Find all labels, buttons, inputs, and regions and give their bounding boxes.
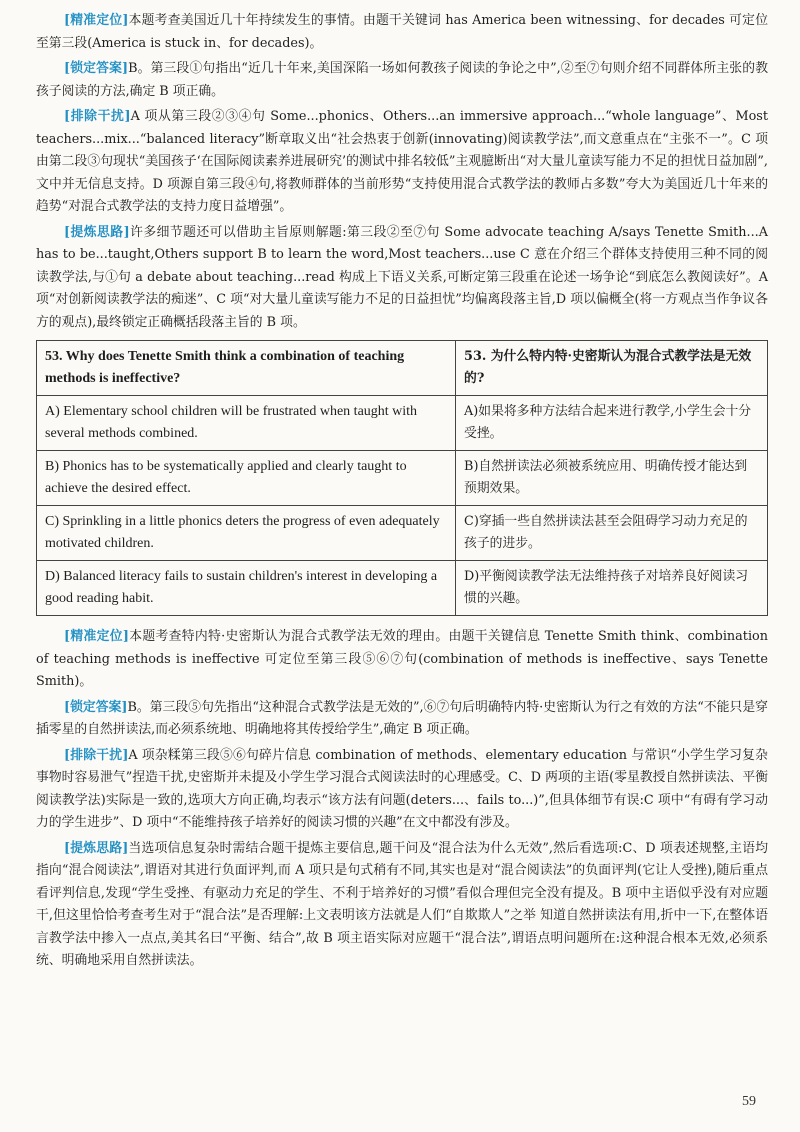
q53-exclude-tag: [排除干扰] — [64, 747, 129, 763]
q53-locate-tag: [精准定位] — [64, 629, 129, 644]
q53-method-text: 当选项信息复杂时需结合题干提炼主要信息,题干问及“混合法为什么无效”,然后看选项:C、D 项表述规整,主语均指向“混合阅读法”,谓语对其进行负面评判,而 A 项只是句式稍有不同,其实也是对“混合阅读法”的负面评判(它让人受挫),随后重点看评判信息,发现“学生受挫、有驱动力充足的学生、不利于培养好的习惯”看似合理但完全没有提及。B 项中主语似乎没有对应题干,但这里恰恰考查考生对于“混合法”是否理解:上文表明该方法就是人们“自欺欺人”之举 知道自然拼读法有用,折中一下,在整体语言教学法中掺入一点点,美其名曰“平衡、结合”,故 B 项主语实际对应题干“混合法”,谓语点明问题所在:这种混合根本无效,必须系统、明确地采用自然拼读法。 — [36, 840, 768, 968]
q53-locate-text: 本题考查特内特·史密斯认为混合式教学法无效的理由。由题干关键信息 Tenette Smith think、combination of teaching methods is ineffective 可定位至第三段⑤⑥⑦句(combination of methods is ineffective、says Tenette Smith)。 — [36, 629, 768, 689]
answer-tag: [锁定答案] — [64, 61, 129, 76]
document-page — [36, 10, 768, 976]
q53-method-paragraph — [36, 838, 768, 973]
locate-paragraph — [36, 10, 768, 55]
option-d-zh: D)平衡阅读教学法无法维持孩子对培养良好阅读习惯的兴趣。 — [464, 569, 749, 606]
method-paragraph — [36, 222, 768, 335]
q53-answer-tag: [锁定答案] — [64, 699, 128, 715]
question-table — [36, 340, 768, 616]
option-row-d — [37, 561, 768, 616]
option-c-en: C) Sprinkling in a little phonics deters the progress of even adequately motivated children. — [45, 514, 440, 551]
option-row-b — [37, 451, 768, 506]
option-b-en: B) Phonics has to be systematically applied and clearly taught to achieve the desired effect. — [45, 459, 407, 496]
exclude-text: A 项从第三段②③④句 Some...phonics、Others...an immersive approach...“whole language”、Most teachers...mix...“balanced literacy”断章取义出“社会热衷于创新(innovating)阅读教学法”,而文意重点在“主张不一”。C 项由第二段③句现状“美国孩子‘在国际阅读素养进展研究’的测试中排名较低”主观臆断出“对大量儿童读写能力不足的担忧日益加剧”,文中并无信息支持。D 项源自第三段④句,将教师群体的当前形势“支持使用混合式教学法的教师占多数”夸大为美国近几十年来的趋势“对混合式教学法的支持力度日益增强”。 — [36, 109, 768, 214]
method-text: 许多细节题还可以借助主旨原则解题:第三段②至⑦句 Some advocate teaching A/says Tenette Smith...A has to be...taught,Others support B to learn the word,Most teachers...use C 意在介绍三个群体支持使用三种不同的阅读教学法,与①句 a debate about teaching...read 构成上下语义关系,可断定第三段重在论述一场争论“到底怎么教阅读好”。A 项“对创新阅读教学法的痴迷”、C 项“对大量儿童读写能力不足的日益担忧”均偏离段落主旨,D 项以偏概全(将一方观点当作争议各方的观点),最终锁定正确概括段落主旨的 B 项。 — [36, 224, 768, 330]
question-row — [37, 341, 768, 396]
option-d-en: D) Balanced literacy fails to sustain children's interest in developing a good reading habit. — [45, 569, 438, 606]
q53-exclude-paragraph — [36, 745, 768, 835]
question-zh: 53. 为什么特内特·史密斯认为混合式教学法是无效的? — [456, 341, 768, 396]
method-tag: [提炼思路] — [64, 224, 130, 240]
option-a-zh: A)如果将多种方法结合起来进行教学,小学生会十分受挫。 — [464, 404, 752, 441]
option-b-zh: B)自然拼读法必须被系统应用、明确传授才能达到预期效果。 — [464, 459, 748, 496]
answer-text: B。第三段①句指出“近几十年来,美国深陷一场如何教孩子阅读的争论之中”,②至⑦句则介绍不同群体所主张的教孩子阅读的方法,确定 B 项正确。 — [36, 61, 768, 99]
locate-tag: [精准定位] — [64, 13, 129, 28]
q53-answer-text: B。第三段⑤句先指出“这种混合式教学法是无效的”,⑥⑦句后明确特内特·史密斯认为行之有效的方法“不能只是穿插零星的自然拼读法,而必须系统地、明确地将其传授给学生”,确定 B 项正确。 — [36, 699, 768, 737]
q53-method-tag: [提炼思路] — [64, 840, 129, 856]
page-number: 59 — [742, 1094, 756, 1109]
option-c-zh: C)穿插一些自然拼读法甚至会阻碍学习动力充足的孩子的进步。 — [464, 514, 748, 551]
exclude-tag: [排除干扰] — [64, 109, 131, 124]
answer-paragraph — [36, 58, 768, 103]
q53-exclude-text: A 项杂糅第三段⑤⑥句碎片信息 combination of methods、elementary education 与常识“小学生学习复杂事物时容易泄气”捏造干扰,史密斯并未提及小学生学习混合式阅读法时的心理感受。C、D 两项的主语(零星教授自然拼读法、平衡阅读教学法)实际是一致的,选项大方向正确,均表示“该方法有问题(deters...、fails to...)”,但具体细节有误:C 项中“有碍有学习动力的学生进步”、D 项中“不能维持孩子培养好的阅读习惯的兴趣”在文中都没有涉及。 — [36, 747, 768, 830]
option-a-en: A) Elementary school children will be frustrated when taught with several methods combined. — [45, 404, 418, 441]
option-row-a — [37, 396, 768, 451]
option-row-c — [37, 506, 768, 561]
q53-locate-paragraph — [36, 626, 768, 694]
q53-answer-paragraph — [36, 697, 768, 742]
locate-text: 本题考查美国近几十年持续发生的事情。由题干关键词 has America been witnessing、for decades 可定位至第三段(America is stuck in、for decades)。 — [36, 13, 768, 51]
exclude-paragraph — [36, 106, 768, 219]
question-en: 53. Why does Tenette Smith think a combination of teaching methods is ineffective? — [37, 341, 456, 396]
